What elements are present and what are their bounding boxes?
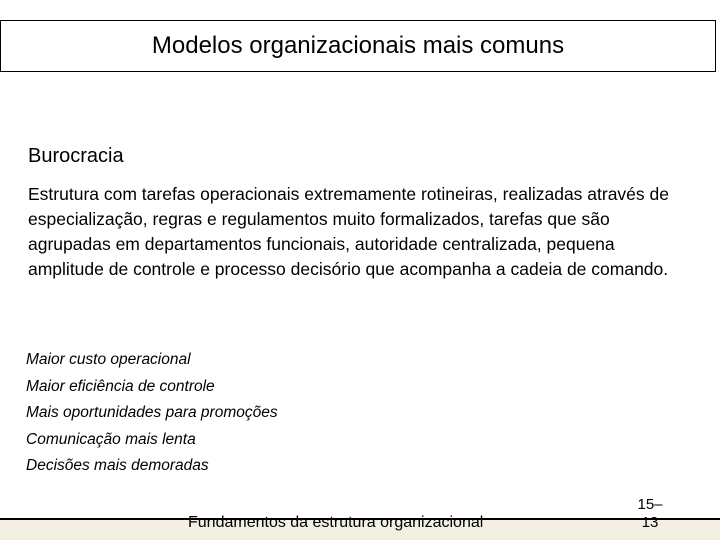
page-number (625, 496, 675, 532)
list-item: Maior eficiência de controle (26, 377, 215, 395)
list-item: Mais oportunidades para promoções (26, 404, 278, 421)
list-item: Maior custo operacional (26, 351, 191, 368)
description-paragraph: Estrutura com tarefas operacionais extremamente rotineiras, realizadas através de especialização, regras e regulamentos muito formalizados, tarefas que são agrupadas em departamentos funcionais, autoridade centralizada, pequena amplitude de controle e processo decisório que acompanha a cadeia de comando. (28, 184, 669, 279)
page-number-line2: 13 (641, 514, 659, 531)
slide-title: Modelos organizacionais mais comuns (151, 32, 565, 59)
characteristics-list (26, 347, 278, 480)
section-heading: Burocracia (28, 145, 124, 167)
page-number-line1: 15– (637, 496, 663, 513)
list-item: Comunicação mais lenta (26, 430, 196, 448)
title-box (0, 20, 716, 72)
list-item: Decisões mais demoradas (26, 457, 209, 474)
footer-text: Fundamentos da estrutura organizacional (188, 514, 484, 531)
